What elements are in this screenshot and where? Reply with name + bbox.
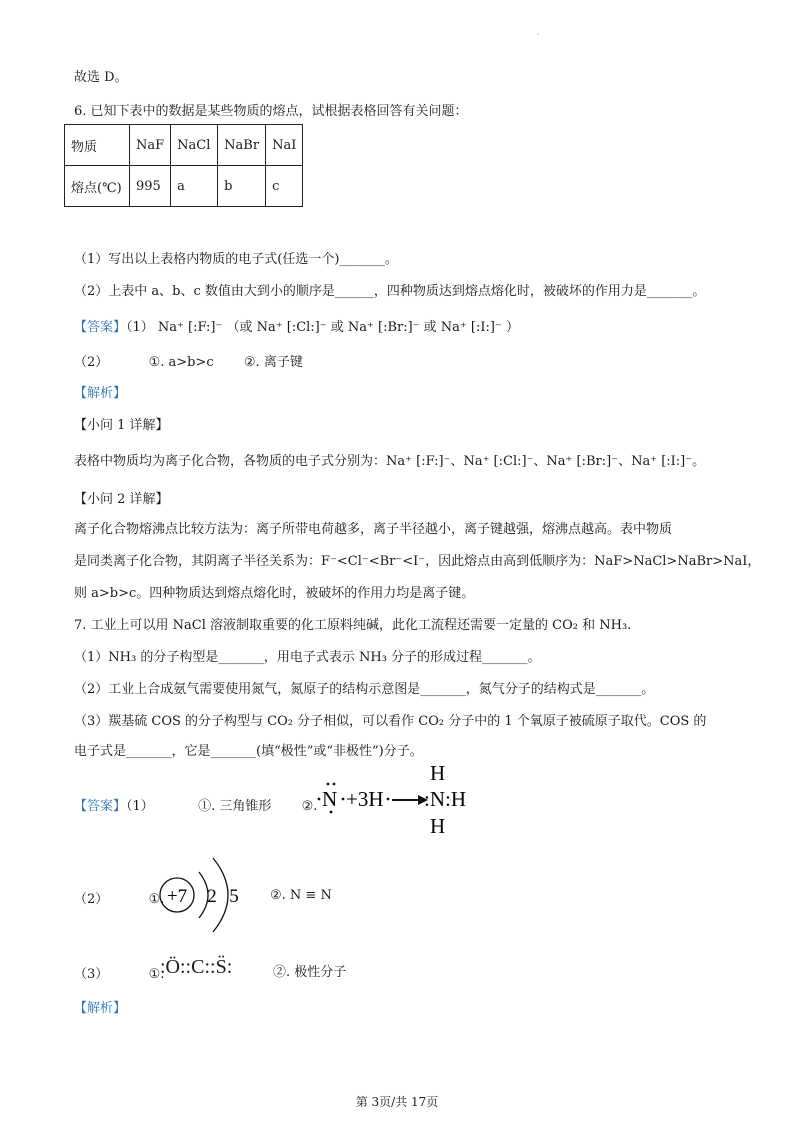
answer-index: ①. bbox=[148, 967, 165, 982]
hydrogen-top: H bbox=[430, 762, 446, 785]
question-7-part-1: （1）NH₃ 的分子构型是_______，用电子式表示 NH₃ 分子的形成过程_______。 bbox=[74, 650, 541, 665]
table-cell: c bbox=[266, 166, 303, 207]
electron-dot bbox=[330, 811, 333, 814]
cos-polarity-answer: ②. 极性分子 bbox=[273, 965, 347, 980]
answer-6-part-2 bbox=[74, 351, 303, 370]
analysis-paragraph-line: 离子化合物熔沸点比较方法为：离子所带电荷越多，离子半径越小，离子键越强，熔沸点越高。表中物质 bbox=[74, 522, 673, 537]
answer-index: ①. bbox=[148, 892, 165, 907]
scan-dot: · bbox=[537, 30, 540, 39]
table-cell: 熔点(℃) bbox=[65, 166, 130, 207]
answer-7-part-3 bbox=[74, 963, 164, 982]
melting-point-table bbox=[64, 124, 303, 207]
answer-tag: 【答案】 bbox=[74, 799, 127, 814]
table-cell: NaF bbox=[130, 125, 171, 166]
answer-6-1-text: （1） Na⁺ [:F:]⁻ （或 Na⁺ [:Cl:]⁻ 或 Na⁺ [:Br:]⁻ 或 Na⁺ [:I:]⁻ ） bbox=[126, 320, 519, 335]
table-cell: NaBr bbox=[218, 125, 266, 166]
line-conclusion: 故选 D。 bbox=[74, 70, 128, 85]
sub-question-1-text: 表格中物质均为离子化合物，各物质的电子式分别为：Na⁺ [:F:]⁻、Na⁺ [:Cl:]⁻、Na⁺ [:Br:]⁻、Na⁺ [:I:]⁻。 bbox=[74, 454, 706, 469]
sub-question-2-heading: 【小问 2 详解】 bbox=[74, 492, 169, 507]
plus-three-hydrogen: +3H bbox=[346, 787, 384, 811]
electron-dot bbox=[387, 798, 390, 801]
question-6-part-2: （2）上表中 a、b、c 数值由大到小的顺序是______，四种物质达到熔点熔化时，被破坏的作用力是_______。 bbox=[74, 284, 706, 299]
table-cell: a bbox=[171, 166, 218, 207]
answer-label: （2） bbox=[74, 355, 109, 370]
question-6-part-1: （1）写出以上表格内物质的电子式(任选一个)_______。 bbox=[74, 252, 398, 267]
question-7-part-3-line2: 电子式是_______，它是_______(填“极性”或“非极性”)分子。 bbox=[74, 744, 423, 759]
analysis-tag: 【解析】 bbox=[74, 1001, 127, 1016]
question-7-part-3-line1: （3）羰基硫 COS 的分子构型与 CO₂ 分子相似，可以看作 CO₂ 分子中的 1 个氧原子被硫原子取代。COS 的 bbox=[74, 714, 707, 729]
table-cell: 物质 bbox=[65, 125, 130, 166]
nuclear-charge: +7 bbox=[166, 886, 188, 907]
answer-6-part-1 bbox=[74, 316, 519, 335]
nitrogen-atom-symbol: N bbox=[322, 787, 338, 811]
nitrogen-structural-formula: ②. N ≡ N bbox=[270, 888, 332, 903]
question-7-intro: 7. 工业上可以用 NaCl 溶液制取重要的化工原料纯碱，此化工流程还需要一定量的 CO₂ 和 NH₃. bbox=[74, 618, 632, 633]
nitrogen-atom-structure-diagram bbox=[155, 848, 245, 943]
cos-electron-formula: :Ö::C::S̈: bbox=[160, 956, 233, 978]
hydrogen-bottom: H bbox=[430, 814, 446, 837]
table-row bbox=[65, 166, 303, 207]
nh3-center: :N:H bbox=[424, 787, 466, 811]
shell-2-electrons: 5 bbox=[229, 886, 239, 907]
answer-label: （2） bbox=[74, 892, 109, 907]
electron-dot bbox=[318, 798, 321, 801]
answer-index: ②. bbox=[301, 799, 318, 814]
shell-1-electrons: 2 bbox=[207, 886, 217, 907]
answer-tag: 【答案】 bbox=[74, 320, 127, 335]
electron-dot bbox=[333, 783, 336, 786]
answer-7-part-1 bbox=[74, 795, 317, 814]
question-7-part-2: （2）工业上合成氨气需要使用氮气，氮原子的结构示意图是_______，氮气分子的结构式是_______。 bbox=[74, 682, 655, 697]
analysis-tag: 【解析】 bbox=[74, 386, 127, 401]
table-cell: b bbox=[218, 166, 266, 207]
answer-order: ①. a>b>c bbox=[148, 355, 214, 370]
answer-7-part-2 bbox=[74, 888, 164, 907]
table-cell: 995 bbox=[130, 166, 171, 207]
analysis-paragraph-line: 则 a>b>c。四种物质达到熔点熔化时，被破坏的作用力均是离子键。 bbox=[74, 586, 475, 601]
question-6-intro: 6. 已知下表中的数据是某些物质的熔点，试根据表格回答有关问题： bbox=[74, 104, 468, 119]
electron-dot bbox=[342, 798, 345, 801]
answer-label: （1） bbox=[126, 799, 154, 814]
table-cell: NaCl bbox=[171, 125, 218, 166]
answer-label: （3） bbox=[74, 967, 109, 982]
electron-dot bbox=[327, 783, 330, 786]
answer-force: ②. 离子键 bbox=[243, 355, 303, 370]
analysis-paragraph-line: 是同类离子化合物，其阴离子半径关系为：F⁻<Cl⁻<Br⁻<I⁻，因此熔点由高到低顺序为：NaF>NaCl>NaBr>NaI， bbox=[74, 554, 761, 569]
table-header-row bbox=[65, 125, 303, 166]
page-footer: 第 3页/共 17页 bbox=[355, 1095, 439, 1109]
answer-shape: ①. 三角锥形 bbox=[198, 799, 272, 814]
sub-question-1-heading: 【小问 1 详解】 bbox=[74, 418, 169, 433]
table-cell: NaI bbox=[266, 125, 303, 166]
nh3-formation-diagram bbox=[314, 762, 484, 837]
